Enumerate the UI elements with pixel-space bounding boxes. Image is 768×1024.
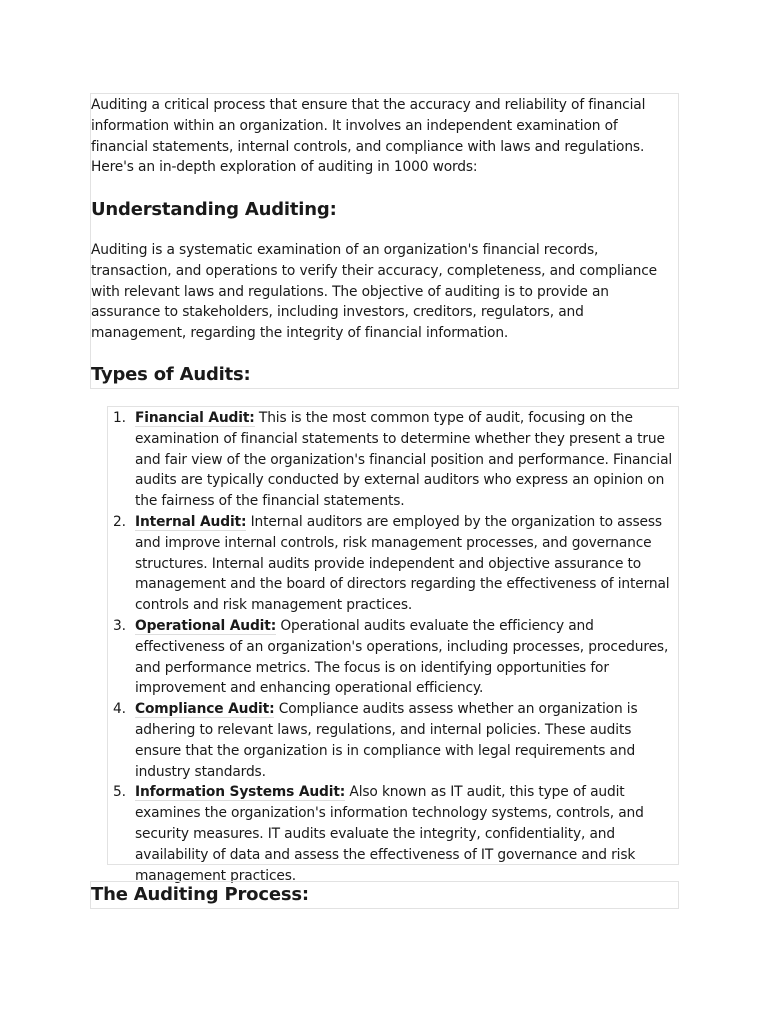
heading-understanding-auditing: Understanding Auditing: (91, 199, 337, 220)
list-item (108, 408, 680, 512)
list-item (108, 616, 680, 699)
intro-section (90, 93, 679, 389)
list-item-description: This is the most common type of audit, focusing on the examination of financial statements to determine whether they present a true and fair view of the organization's financial position and performance. Financial audits are typically conducted by external auditors who express an opinion on the fairness of the financial statements. (135, 410, 673, 510)
heading-types-of-audits: Types of Audits: (91, 364, 251, 385)
audit-types-list-section (107, 406, 679, 884)
list-item (108, 699, 680, 782)
intro-paragraph: Auditing a critical process that ensure that the accuracy and reliability of financial information within an organization. It involves an independent examination of financial statements, internal controls, and compliance with laws and regulations. Here's an in-depth exploration of auditing in 1000 words: (91, 97, 646, 176)
list-item-term: Financial Audit: (135, 410, 255, 426)
understanding-paragraph: Auditing is a systematic examination of an organization's financial records, transaction, and operations to verify their accuracy, completeness, and compliance with relevant laws and regulations. The objective of auditing is to provide an assurance to stakeholders, including investors, creditors, regulators, and management, regarding the integrity of financial information. (91, 242, 658, 342)
list-item-description: Also known as IT audit, this type of audit examines the organization's information technology systems, controls, and security measures. IT audits evaluate the integrity, confidentiality, and availability of data and assess the effectiveness of IT governance and risk management practices. (135, 784, 644, 884)
list-item-term: Information Systems Audit: (135, 784, 346, 801)
list-item-term: Operational Audit: (135, 617, 277, 634)
list-item (108, 512, 680, 616)
list-item-number: 1. (113, 410, 126, 426)
list-item-number: 2. (113, 513, 126, 530)
list-item-term: Compliance Audit: (135, 701, 275, 718)
list-item-number: 4. (113, 701, 126, 718)
list-item-number: 5. (113, 784, 126, 801)
heading-auditing-process: The Auditing Process: (91, 884, 309, 905)
auditing-process-section (90, 881, 679, 909)
list-item-term: Internal Audit: (135, 513, 247, 530)
list-item (108, 782, 680, 886)
list-item-number: 3. (113, 617, 126, 634)
audit-types-list (108, 408, 680, 886)
list-item-description: Compliance audits assess whether an organization is adhering to relevant laws, regulations, and internal policies. These audits ensure that the organization is in compliance with legal requirements and industry standards. (135, 701, 638, 780)
list-item-description: Operational audits evaluate the efficiency and effectiveness of an organization's operations, including processes, procedures, and performance metrics. The focus is on identifying opportunities for improvement and enhancing operational efficiency. (135, 617, 669, 697)
list-item-description: Internal auditors are employed by the organization to assess and improve internal controls, risk management processes, and governance structures. Internal audits provide independent and objective assurance to management and the board of directors regarding the effectiveness of internal controls and risk management practices. (135, 513, 670, 614)
